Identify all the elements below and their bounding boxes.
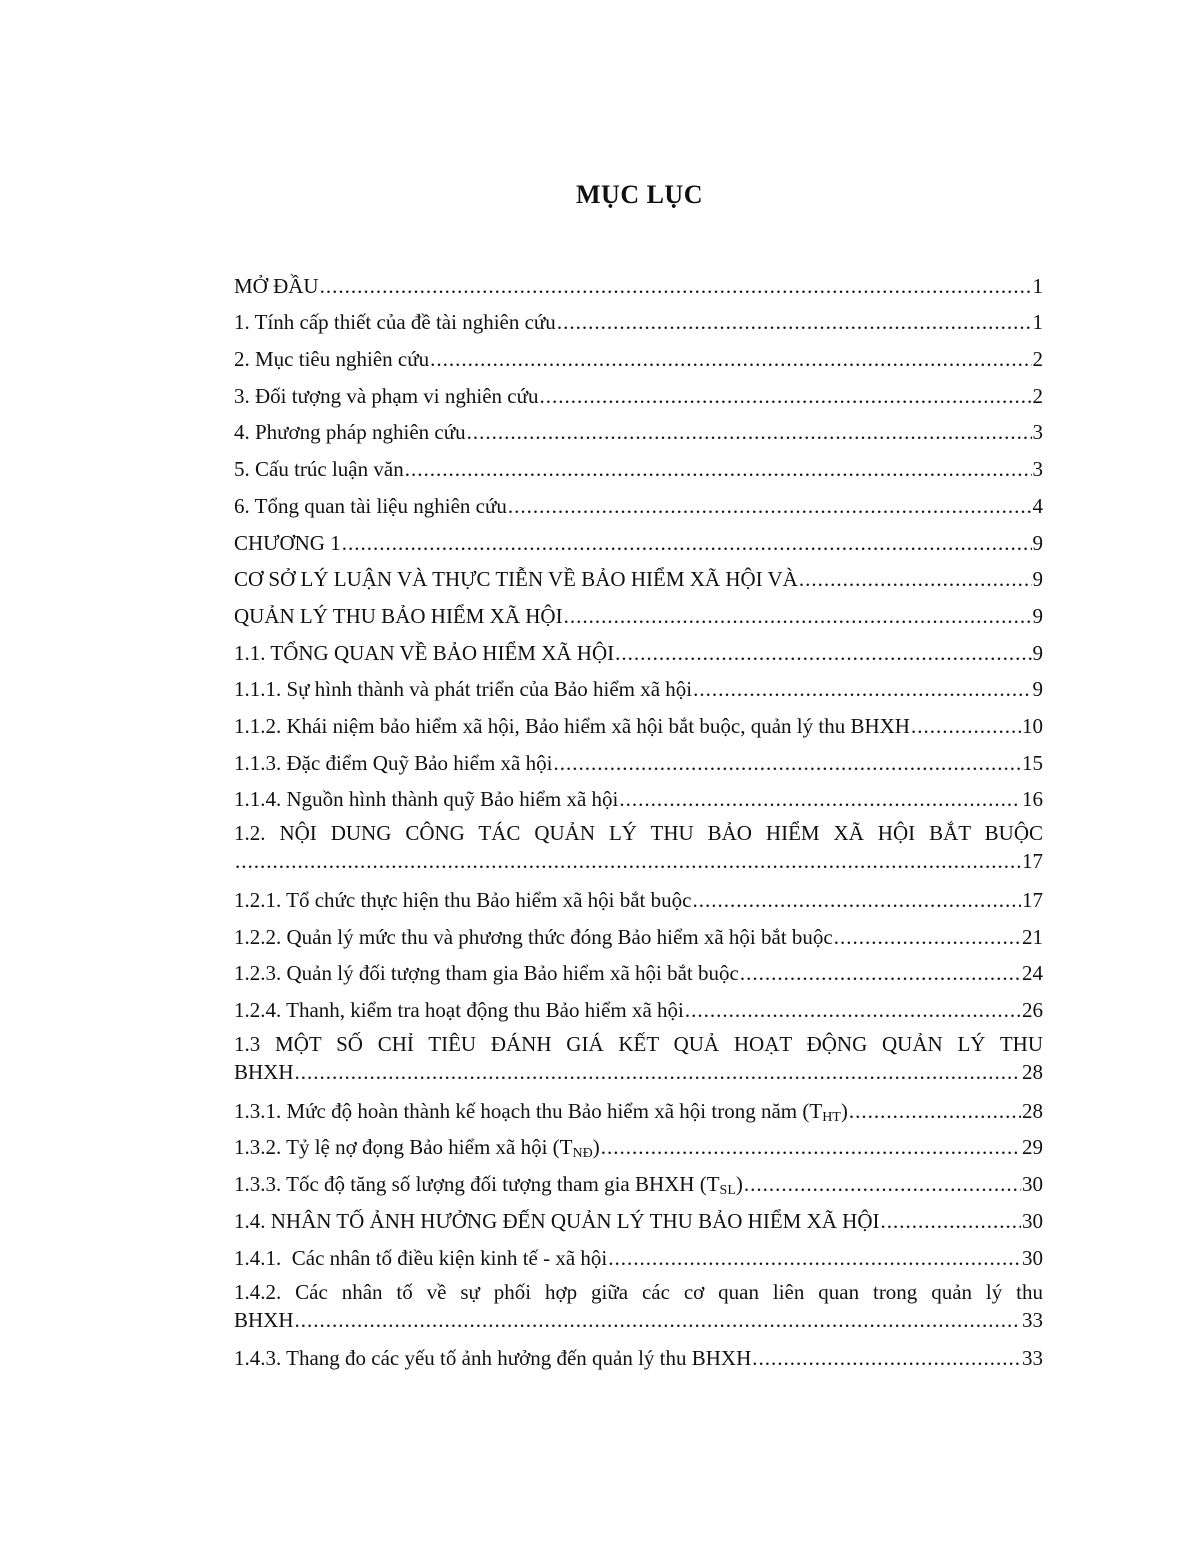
toc-page-number: 30: [1022, 1245, 1043, 1270]
toc-leader: [752, 1344, 1021, 1372]
toc-entry-text: 1.1.4. Nguồn hình thành quỹ Bảo hiểm xã hội: [234, 787, 619, 812]
toc-leader: [467, 418, 1032, 446]
toc-page-number: 10: [1022, 713, 1043, 738]
toc-entry[interactable]: [234, 914, 1043, 951]
toc-page-number: 17: [1022, 888, 1043, 912]
toc-page-number: 28: [1022, 1098, 1043, 1123]
toc-leader: [295, 1306, 1021, 1334]
toc-entry-text: 5. Cấu trúc luận văn: [234, 457, 404, 482]
toc-entry[interactable]: [234, 263, 1043, 300]
toc-entry[interactable]: [234, 1088, 1043, 1125]
toc-entry[interactable]: [234, 1235, 1043, 1272]
toc-entry-text: 1.3.1. Mức độ hoàn thành kế hoạch thu Bảo hiểm xã hội trong năm $(T_{HT})$: [234, 1098, 848, 1125]
toc-page-number: 9: [1032, 567, 1043, 592]
toc-entry-text: 1.4.1. Các nhân tố điều kiện kinh tế - xã hội: [234, 1245, 608, 1270]
toc-entry-text: 1.1.3. Đặc điểm Quỹ Bảo hiểm xã hội: [234, 750, 553, 775]
toc-page-number: 2: [1032, 347, 1043, 372]
toc-page-number: 1: [1032, 273, 1043, 298]
toc-leader: [911, 712, 1021, 740]
toc-page-number: 9: [1032, 640, 1043, 665]
toc-entry[interactable]: [234, 703, 1043, 740]
toc-leader: [744, 1170, 1021, 1198]
toc-leader: [295, 1058, 1021, 1086]
toc-page-number: 24: [1022, 961, 1043, 986]
toc-page-number: 9: [1032, 677, 1043, 702]
toc-entry[interactable]: [234, 740, 1043, 777]
subscript: HT: [822, 1109, 841, 1125]
toc-entry[interactable]: [234, 446, 1043, 483]
toc-entry[interactable]: [234, 951, 1043, 988]
toc-entry-text: 1.4. NHÂN TỐ ẢNH HƯỞNG ĐẾN QUẢN LÝ THU BẢO HIỂM XÃ HỘI: [234, 1208, 880, 1233]
toc-leader: [740, 959, 1021, 987]
toc-page-number: 15: [1022, 750, 1043, 775]
page-title: MỤC LỤC: [576, 180, 703, 209]
toc-page-number: 9: [1032, 530, 1043, 555]
toc-entry[interactable]: [234, 1198, 1043, 1235]
toc-page-number: 30: [1022, 1172, 1043, 1197]
toc-entry-text: 1.3.3. Tốc độ tăng số lượng đối tượng tham gia BHXH $(T_{SL})$: [234, 1172, 743, 1199]
toc-page-number: 33: [1022, 1307, 1043, 1332]
toc-entry-text: 1.2.1. Tổ chức thực hiện thu Bảo hiểm xã hội bắt buộc: [234, 888, 692, 912]
toc-leader: [342, 529, 1032, 557]
toc-entry[interactable]: [234, 336, 1043, 373]
table-of-contents: [234, 263, 1043, 1372]
toc-leader: [619, 785, 1021, 813]
toc-entry-text: 1.2. NỘI DUNG CÔNG TÁC QUẢN LÝ THU BẢO HIỂM XÃ HỘI BẮT BUỘC: [234, 821, 1043, 846]
toc-leader: [693, 675, 1031, 703]
toc-entry[interactable]: [234, 667, 1043, 704]
toc-leader: [685, 996, 1021, 1024]
toc-entry-text: 1.1.2. Khái niệm bảo hiểm xã hội, Bảo hiểm xã hội bắt buộc, quản lý thu BHXH: [234, 713, 910, 738]
toc-leader: [849, 1097, 1021, 1125]
toc-page-number: 3: [1032, 457, 1043, 482]
toc-leader: [540, 382, 1032, 410]
toc-entry[interactable]: [234, 373, 1043, 410]
toc-entry-text: 1.4.3. Thang đo các yếu tố ảnh hưởng đến quản lý thu BHXH: [234, 1346, 752, 1371]
toc-entry-text: 2. Mục tiêu nghiên cứu: [234, 347, 430, 372]
toc-entry-text: 1.3.2. Tỷ lệ nợ đọng Bảo hiểm xã hội $(T_{NĐ})$: [234, 1135, 600, 1162]
toc-entry-text: 3. Đối tượng và phạm vi nghiên cứu: [234, 383, 539, 408]
toc-page-number: 4: [1032, 493, 1043, 518]
toc-entry-text: 1.3 MỘT SỐ CHỈ TIÊU ĐÁNH GIÁ KẾT QUẢ HOẠT ĐỘNG QUẢN LÝ THU: [234, 1032, 1043, 1057]
toc-entry-text: QUẢN LÝ THU BẢO HIỂM XÃ HỘI: [234, 603, 563, 628]
toc-entry-text: 1. Tính cấp thiết của đề tài nghiên cứu: [234, 310, 556, 335]
toc-entry-text: 1.4.2. Các nhân tố về sự phối hợp giữa các cơ quan liên quan trong quản lý thu: [234, 1279, 1043, 1304]
toc-entry[interactable]: [234, 520, 1043, 557]
toc-page-number: 26: [1022, 998, 1043, 1023]
toc-entry[interactable]: [234, 557, 1043, 594]
toc-leader: [880, 1207, 1021, 1235]
toc-leader: [601, 1133, 1021, 1161]
toc-page-number: 21: [1022, 924, 1043, 949]
toc-page-number: 17: [1022, 849, 1043, 874]
toc-entry[interactable]: [234, 483, 1043, 520]
toc-page-number: 2: [1032, 383, 1043, 408]
toc-leader: [320, 272, 1032, 300]
toc-entry-text: 6. Tổng quan tài liệu nghiên cứu: [234, 493, 507, 518]
toc-leader: [692, 886, 1021, 914]
toc-page-number: 33: [1022, 1346, 1043, 1371]
toc-leader: [557, 308, 1032, 336]
toc-entry[interactable]: [234, 1125, 1043, 1162]
toc-page-number: 9: [1032, 603, 1043, 628]
toc-entry[interactable]: [234, 300, 1043, 337]
toc-entry-text-continued: BHXH: [234, 1307, 294, 1332]
toc-entry-text: 1.2.4. Thanh, kiểm tra hoạt động thu Bảo hiểm xã hội: [234, 998, 684, 1023]
toc-page-number: 1: [1032, 310, 1043, 335]
toc-entry-text: MỞ ĐẦU: [234, 273, 319, 298]
toc-entry-text: CƠ SỞ LÝ LUẬN VÀ THỰC TIỄN VỀ BẢO HIỂM XÃ HỘI VÀ: [234, 567, 798, 592]
toc-leader: [508, 492, 1032, 520]
toc-entry[interactable]: [234, 1161, 1043, 1198]
toc-entry[interactable]: [234, 777, 1043, 814]
toc-entry[interactable]: [234, 410, 1043, 447]
toc-entry[interactable]: [234, 1336, 1043, 1373]
toc-entry[interactable]: [234, 1030, 1043, 1086]
toc-entry-text: CHƯƠNG 1: [234, 530, 341, 555]
toc-leader: [608, 1244, 1021, 1272]
toc-entry-text: 1.2.3. Quản lý đối tượng tham gia Bảo hiểm xã hội bắt buộc: [234, 961, 739, 986]
subscript: SL: [719, 1183, 736, 1199]
toc-leader: [799, 565, 1032, 593]
toc-page-number: 16: [1022, 787, 1043, 812]
toc-entry[interactable]: [234, 1278, 1043, 1334]
toc-leader: [553, 749, 1021, 777]
toc-page-number: 28: [1022, 1060, 1043, 1085]
toc-leader: [615, 639, 1031, 667]
toc-page-number: 29: [1022, 1135, 1043, 1160]
toc-entry[interactable]: [234, 630, 1043, 667]
subscript: NĐ: [572, 1146, 593, 1162]
toc-entry[interactable]: [234, 593, 1043, 630]
toc-entry[interactable]: [234, 987, 1043, 1024]
toc-entry-text: 4. Phương pháp nghiên cứu: [234, 420, 466, 445]
toc-entry-text: 1.2.2. Quản lý mức thu và phương thức đóng Bảo hiểm xã hội bắt buộc: [234, 924, 833, 949]
toc-leader: [564, 602, 1032, 630]
toc-entry-text-continued: BHXH: [234, 1060, 294, 1085]
toc-page-number: 3: [1032, 420, 1043, 445]
toc-entry-text: 1.1.1. Sự hình thành và phát triển của Bảo hiểm xã hội: [234, 677, 693, 702]
toc-entry[interactable]: [234, 877, 1043, 914]
toc-leader: [405, 455, 1032, 483]
toc-leader: [430, 345, 1031, 373]
toc-page-number: 30: [1022, 1208, 1043, 1233]
toc-leader: [834, 923, 1021, 951]
toc-entry-text: 1.1. TỔNG QUAN VỀ BẢO HIỂM XÃ HỘI: [234, 640, 615, 665]
toc-leader: [235, 847, 1021, 875]
toc-entry[interactable]: [234, 819, 1043, 875]
